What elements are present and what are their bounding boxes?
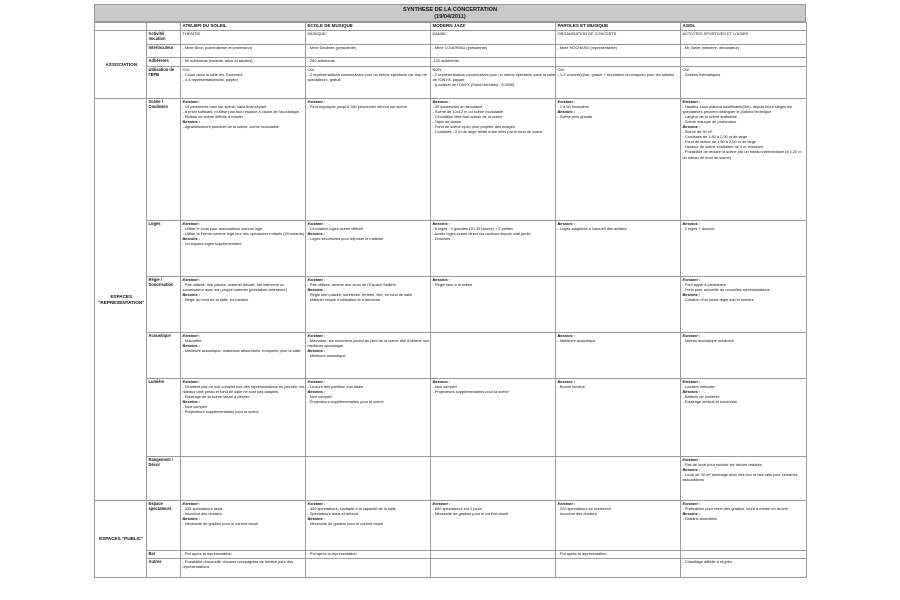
cell-line: - Inconfort des chaises [182, 511, 222, 517]
cell-line: - Largeur de la scène suffisante [682, 114, 737, 120]
document-date: (19/04/2011) [434, 14, 466, 20]
table-cell [431, 501, 556, 551]
table-cell [306, 551, 431, 559]
table-cell [306, 501, 431, 551]
row-label: Rangement / Décor [147, 457, 181, 501]
cell-line: - 20 danseuses en simultané [432, 104, 483, 110]
cell-line: THEATRE [182, 31, 201, 36]
cell-line: - Niveau acoustique médiocre [682, 338, 734, 344]
cell-section-label: Existant : [682, 277, 701, 282]
table-cell [681, 67, 807, 99]
cell-line: - Création d'un poste régie son et lumière [682, 297, 754, 303]
cell-line: - Noir complet [307, 394, 332, 400]
cell-line: - Mme Daubrée (présidente) [307, 45, 357, 50]
cell-line: - Scène de 90 m² [682, 129, 713, 135]
section-label: ASSOCIATION [95, 31, 147, 99]
cell-section-label: Besoins : [682, 467, 701, 473]
table-cell [431, 67, 556, 99]
row-label: Bar [147, 551, 181, 559]
cell-section-label: Existant : [182, 99, 201, 104]
row-label: Adhérents [147, 58, 181, 67]
table-cell [556, 99, 681, 221]
cell-section-label: Existant : [432, 501, 451, 506]
cell-line: - Régie face à la scène [432, 282, 473, 288]
cell-line: - Loges adaptées à l'accueil des artistes [557, 226, 627, 232]
table-cell [181, 67, 306, 99]
column-header: ATELIER DU SOLEIL [181, 23, 306, 31]
table-cell [556, 501, 681, 551]
table-cell [556, 379, 681, 457]
cell-line: - Pot après la représentation [557, 551, 607, 556]
cell-section-label: Besoins : [682, 389, 701, 395]
cell-line: - 200 spectateurs au maximum [557, 506, 611, 512]
table-cell [431, 58, 556, 67]
cell-line: - Coulisses : 2 m de large reliée entre elles par le fond de scène [432, 129, 543, 135]
cell-section-label: Existant : [557, 99, 576, 104]
table-row [95, 551, 807, 559]
row-label: Activité/ Vocation [147, 31, 181, 45]
table-cell [306, 559, 431, 578]
cell-line: - Projecteurs supplémentaires pour la scène [307, 399, 384, 405]
cell-line: - Mr Variet (membre, décorateur) [682, 45, 740, 50]
row-label: Loges [147, 221, 181, 277]
cell-line: - Meilleure acoustique [557, 338, 596, 344]
cell-line: - Matériel simple d'utilisation et à demeure [307, 297, 381, 303]
table-cell [681, 31, 807, 45]
table-cell [306, 31, 431, 45]
cell-line: - Nécessite de gradins pour le confort visuel [307, 521, 384, 527]
table-body [95, 23, 807, 578]
cell-line: - Nécessite de gradins pour le confort visuel [432, 511, 509, 517]
table-cell [431, 457, 556, 501]
cell-line: - Mauvaise, les musiciens jouent au pied de la scène afin d'obtenir une meilleure acoustique [307, 338, 430, 349]
table-cell [181, 99, 306, 221]
cell-line: - Pot après la représentation [307, 551, 357, 556]
table-row [95, 99, 807, 221]
cell-line: - 300 spectateurs, s'adapte à la capacité de la salle [307, 506, 396, 512]
table-cell [306, 45, 431, 58]
cell-line: - Eclairage de la scène laisse à désirer [182, 394, 250, 400]
column-header: PAROLES ET MUSIQUE [556, 23, 681, 31]
cell-line: - Eclairage vertical et horizontal [682, 399, 737, 405]
cell-line: - Mauvaise [182, 338, 202, 344]
cell-line: - Projecteurs supplémentaires pour la scène [432, 389, 509, 395]
table-cell [681, 379, 807, 457]
table-row [95, 277, 807, 333]
cell-line: - Régie bien placée, surélevée, fermée, fixe, en fond de salle [307, 292, 413, 298]
cell-section-label: Besoins : [182, 516, 201, 522]
cell-section-label: Besoins : [682, 511, 701, 517]
cell-line: - Mme Biron (comédienne et professeur) [182, 45, 253, 50]
synthesis-table [94, 22, 807, 578]
cell-line: - Circulation libre tout autour de la scène [432, 114, 503, 120]
cell-line: - Chauffage difficile à réguler [682, 559, 733, 564]
cell-line: -120 adhérents [432, 58, 459, 63]
cell-line: - 600 spectateurs sur 2 jours [432, 506, 482, 512]
table-cell [431, 559, 556, 578]
cell-section-label: Existant : [682, 99, 701, 104]
table-row [95, 45, 807, 58]
cell-line: - 1-2 concert(s)/an, gratuit + circulation du chapeau pour les artistes [557, 72, 675, 78]
table-row [95, 501, 807, 551]
cell-line: - 50 adhérents (enfants, ados et adultes) [182, 58, 253, 63]
table-cell [181, 559, 306, 578]
cell-line: - N'obtient pas un noir complet lors des représentations en journée, les rideaux côté preau et fond de salle ne sont pas adaptés [182, 384, 305, 395]
table-row [95, 379, 807, 457]
row-label: Acoustique [147, 333, 181, 379]
cell-line: - Un espace loges supplémentaire [182, 241, 242, 247]
cell-section-label: Existant : [682, 379, 701, 384]
table-cell [306, 221, 431, 277]
table-cell [556, 551, 681, 559]
cell-section-label: Besoins : [432, 379, 451, 384]
table-row [95, 559, 807, 578]
cell-line: - Projecteurs supplémentaires pour la scène [182, 409, 259, 415]
cell-line: - 2 représentations consécutives pour un même spectacle dans la salle de l'ONYX, payant [432, 72, 555, 83]
cell-line: - 2 loges + douche [682, 226, 715, 232]
cell-line: - Soirées thématiques [682, 72, 721, 78]
cell-line: - Douches [432, 236, 451, 242]
cell-line: - 250 adhérents [307, 58, 335, 63]
cell-line: - Agrandissemnt ponctuel de la scène, scène modulable [182, 124, 279, 130]
cell-line: - [Location de l'ONYX (Saint-Herblain) : 8 000€] [432, 82, 515, 88]
section-label: ESPACES "PUBLIC" [95, 501, 147, 578]
cell-line: - 15 personnes max sur scène, salut final séparé [182, 104, 267, 110]
cell-section-label: Besoins : [682, 221, 701, 226]
table-cell [681, 45, 807, 58]
cell-line: - Mme HOCHARD (représentante) [557, 45, 617, 50]
table-cell [556, 45, 681, 58]
table-row [95, 58, 807, 67]
cell-section-label: Existant : [182, 277, 201, 282]
cell-line: - 2 représentations consécutives pour un même spectacle car trop de spectateurs, gratuit [307, 72, 427, 83]
table-cell [306, 457, 431, 501]
cell-line: NON [432, 67, 442, 72]
table-cell [181, 31, 306, 45]
table-cell [431, 31, 556, 45]
table-cell [681, 501, 807, 551]
table-cell [556, 333, 681, 379]
cell-section-label: Besoins : [557, 379, 576, 384]
table-cell [181, 277, 306, 333]
column-header: MODERN JAZZ [431, 23, 556, 31]
table-cell [681, 333, 807, 379]
cell-line: - Gradins amovibles [682, 516, 718, 522]
header-row [95, 23, 807, 31]
cell-line: - Accès loges-scène direct via coulisse depuis côté jardin [432, 231, 531, 237]
cell-line: OUI [557, 67, 565, 72]
cell-line: OUI [682, 67, 690, 72]
cell-line: - 335 spectateurs assis [182, 506, 223, 512]
table-cell [306, 99, 431, 221]
cell-section-label: Existant : [682, 333, 701, 338]
section-label: ESPACES "REPRESENTATION" [95, 99, 147, 501]
cell-line: - Mme COUDRIAU (présidente) [432, 45, 488, 50]
table-cell [431, 221, 556, 277]
column-header: AGDL [681, 23, 807, 31]
cell-line: - Loges sécurisées pour déposer le matériel [307, 236, 384, 242]
cell-section-label: Existant : [307, 379, 326, 384]
table-cell [306, 379, 431, 457]
cell-line: MUSIQUE [307, 31, 326, 36]
table-cell [681, 551, 807, 559]
cell-line: - Pas utilisée, amène leur sono de l'Espace Sallière [307, 282, 397, 288]
cell-section-label: Existant : [307, 99, 326, 104]
table-row [95, 31, 807, 45]
cell-section-label: Besoins : [432, 99, 451, 104]
row-label: Espace spectateurs [147, 501, 181, 551]
cell-line: - Font appel à prestataire [682, 282, 726, 288]
synthesis-sheet [94, 4, 806, 578]
table-cell [681, 559, 807, 578]
table-cell [431, 333, 556, 379]
table-cell [306, 333, 431, 379]
cell-line: - Meilleure acoustique [307, 353, 346, 359]
cell-line: - Tapis de danse [432, 119, 461, 125]
table-cell [306, 67, 431, 99]
cell-section-label: Besoins : [682, 124, 701, 130]
cell-line: - Praticables pour créer des gradins, lourd à mettre en œuvre [682, 506, 789, 512]
cell-section-label: Existant : [307, 501, 326, 506]
cell-line: - Spectateurs assis et débout [307, 511, 358, 517]
table-cell [431, 277, 556, 333]
table-cell [556, 277, 681, 333]
cell-section-label: Besoins : [307, 516, 326, 522]
table-cell [431, 551, 556, 559]
cell-line: - Noir complet [182, 404, 207, 410]
cell-line: - Utilise le local pour associations comme loge [182, 226, 263, 232]
cell-section-label: Existant : [307, 333, 326, 338]
row-label: Utilisation de l'EPB [147, 67, 181, 99]
cell-line: ACTIVITES SPORTIVES ET LOISIRS [682, 31, 749, 36]
table-cell [556, 559, 681, 578]
cell-line: - Scène manque de profondeur [682, 119, 737, 125]
cell-section-label: Existant : [307, 221, 326, 226]
cell-line: - Pot après la représentation [182, 551, 232, 556]
table-row [95, 333, 807, 379]
cell-line: - A priori suffisant, n'utilise pas tout l'espace à cause de l'acoustique [182, 109, 300, 115]
cell-line: - Meilleure acoustique, matériaux absorbants, moquette pour la salle [182, 348, 301, 354]
table-cell [181, 221, 306, 277]
cell-section-label: Existant : [182, 501, 201, 506]
cell-section-label: Besoins : [557, 333, 576, 338]
cell-line: - Possibilité de réduire la scène par un rideau intermédiaire (à 1,20 m du rideau de fond de scène) [682, 149, 802, 160]
cell-line: - Noir complet [432, 384, 457, 390]
cell-section-label: Existant : [682, 501, 701, 506]
cell-line: - Pas de local pour stocker les décors réalisés [682, 462, 762, 468]
table-cell [681, 457, 807, 501]
table-cell [181, 457, 306, 501]
cell-section-label: Besoins : [182, 399, 201, 405]
cell-line: - Frein pour accueillir de nouvelles représentations [682, 287, 770, 293]
row-label: Scène / Coulisses [147, 99, 181, 221]
cell-section-label: Besoins : [182, 343, 201, 349]
table-cell [306, 58, 431, 67]
cell-line: - Fond de scène cyclo pour projeter des images [432, 124, 515, 130]
cell-line: - Scène plus grande [557, 114, 593, 120]
column-header: ECOLE DE MUSIQUE [306, 23, 431, 31]
table-cell [181, 333, 306, 379]
cell-line: - Coulisses de 1,80 à 2,00 m de large [682, 134, 748, 140]
table-cell [681, 58, 807, 67]
cell-section-label: Besoins : [182, 292, 201, 298]
cell-line: - Possibilité d'accueillir d'autres compagnies de théâtre pour des représentations [182, 559, 294, 570]
table-cell [181, 379, 306, 457]
header-blank-cell [95, 23, 147, 31]
cell-line: - Pas utilisée, mal placée, matériel désuet, fait intervenir un sonorisateur avec son propre matériel (prestation extérieure) [182, 282, 287, 293]
table-cell [556, 221, 681, 277]
table-cell [556, 457, 681, 501]
table-cell [181, 58, 306, 67]
table-row [95, 457, 807, 501]
cell-line: - 1 à 50 musiciens [557, 104, 590, 110]
cell-line: ORGANISATION DE CONCERTS [557, 31, 617, 36]
table-cell [556, 67, 681, 99]
cell-line: DANSE [432, 31, 446, 36]
cell-line: - Bonne lumière [557, 384, 585, 390]
cell-section-label: Besoins : [307, 348, 326, 354]
cell-line: - Batterie de lumières [682, 394, 720, 400]
cell-section-label: Besoins : [182, 119, 201, 125]
cell-section-label: Existant : [682, 457, 701, 462]
table-cell [556, 58, 681, 67]
cell-line: - Lumière verticale [682, 384, 715, 390]
cell-section-label: Besoins : [432, 277, 451, 282]
cell-line: OUI [307, 67, 315, 72]
table-cell [431, 99, 556, 221]
table-cell [431, 379, 556, 457]
cell-line: - Fond de scène de 1,80 à 2,00 m de large [682, 139, 757, 145]
cell-section-label: Besoins : [682, 292, 701, 298]
cell-line: - Utilise la Ferme comme loge lors des spectacles enfants (40 enfants) [182, 231, 305, 237]
row-label: Interlocuteur [147, 45, 181, 58]
table-cell [556, 31, 681, 45]
cell-section-label: Besoins : [432, 221, 451, 226]
cell-section-label: Existant : [307, 277, 326, 282]
row-label: Autres [147, 559, 181, 578]
cell-line: - Régie au fond de la salle, en hauteur [182, 297, 249, 303]
cell-section-label: Besoins : [557, 109, 576, 115]
title-bar [94, 4, 806, 22]
cell-line: - 6 loges : 4 grandes (20-30 places) + 2 petites [432, 226, 514, 232]
cell-section-label: Existant : [182, 379, 201, 384]
cell-section-label: Besoins : [557, 221, 576, 226]
cell-section-label: Existant : [557, 501, 576, 506]
cell-line: - 4-5 représentations/an, payant [182, 77, 238, 83]
table-row [95, 67, 807, 99]
cell-line: - Rideau de scène difficile à manier [182, 114, 244, 120]
cell-line: - Nécessite de gradins pour le confort visuel [182, 521, 259, 527]
table-cell [681, 99, 807, 221]
cell-line: - Cours dans la salle Iris-Tournesol [182, 72, 243, 78]
row-label: Régie / Sonorisation [147, 277, 181, 333]
table-cell [306, 277, 431, 333]
cell-line: - Hauteur de scène souhaitée de 4 m minimum [682, 144, 764, 150]
cell-line: - Peut regrouper jusqu'à 180 personnes debout sur scène [307, 104, 407, 110]
cell-section-label: Besoins : [307, 287, 326, 293]
cell-section-label: Besoins : [182, 236, 201, 242]
table-row [95, 221, 807, 277]
table-cell [431, 45, 556, 58]
document-title: SYNTHESE DE LA CONCERTATION [402, 7, 498, 13]
cell-section-label: Besoins : [307, 231, 326, 237]
cell-line: - Lecture des partition mal-aisée [307, 384, 364, 390]
cell-line: - Hauteur sous plafond insuffisante(3m), depuis leurs sièges les spectateurs peuvent distinguer le plafond technique [682, 104, 793, 115]
table-cell [681, 221, 807, 277]
cell-line: - Inconfort des chaises [557, 511, 597, 517]
cell-line: OUI [182, 67, 190, 72]
cell-section-label: Besoins : [307, 389, 326, 395]
table-cell [681, 277, 807, 333]
table-cell [181, 501, 306, 551]
cell-line: - Circulation loges-scène difficile [307, 226, 364, 232]
cell-section-label: Existant : [182, 221, 201, 226]
cell-line: - Local de 30 m² aménagé avec des box et des rails pour certaines associations [682, 472, 798, 483]
row-label: Lumière [147, 379, 181, 457]
cell-line: - Scène de 10x12 m ou scène modulable [432, 109, 504, 115]
table-cell [181, 551, 306, 559]
cell-section-label: Existant : [182, 333, 201, 338]
header-blank-cell [147, 23, 181, 31]
table-cell [181, 45, 306, 58]
